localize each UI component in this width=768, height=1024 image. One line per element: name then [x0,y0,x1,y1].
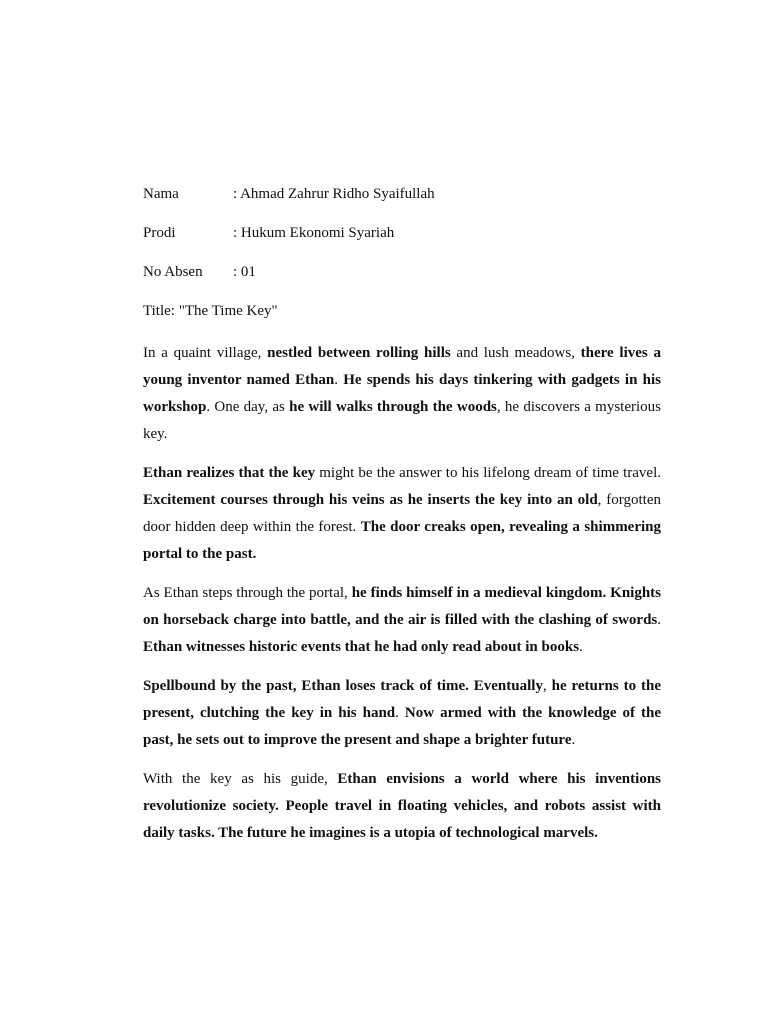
bold-text-run: he finds himself in a medieval kingdom. Knights on horseback charge into battle, and the air is filled with the clashing of swords [143,585,661,628]
story-paragraph [143,766,661,847]
bold-text-run: there lives a young inventor named Ethan [143,345,661,388]
document-page [143,184,661,859]
info-value: : 01 [233,264,256,280]
info-label: No Absen [143,264,203,280]
text-run: In a quaint village, [143,345,268,361]
text-run: . [571,732,576,748]
text-run: . [579,639,583,655]
bold-text-run: Now armed with the knowledge of the past, he sets out to improve the present and shape a brighter future [143,705,662,748]
info-row-no-absen [143,262,661,282]
info-row-nama [143,184,661,204]
text-run: . One day, as [206,399,290,415]
bold-text-run: Excitement courses through his veins as he inserts the key into an old [143,492,598,508]
bold-text-run: The door creaks open, revealing a shimmering portal to the past. [143,519,662,562]
text-run: and lush meadows, [450,345,581,361]
info-label: Nama [143,186,179,202]
text-run: As Ethan steps through the portal, [143,585,352,601]
text-run: , he discovers a mysterious key. [143,399,661,442]
story-title: Title: "The Time Key" [143,303,278,319]
text-run: , [542,678,552,694]
text-run: . [395,705,405,721]
text-run: , forgotten door hidden deep within the forest. [143,492,661,535]
story-body [143,340,661,847]
text-run: . [657,612,661,628]
bold-text-run: Ethan realizes that the key [143,465,316,481]
bold-text-run: Ethan envisions a world where his inventions revolutionize society. People travel in floating vehicles, and robots assist with daily tasks. The future he imagines is a utopia of technological marvels. [143,771,661,841]
story-paragraph [143,673,661,754]
info-value: : Hukum Ekonomi Syariah [233,225,395,241]
info-row-prodi [143,223,661,243]
story-paragraph [143,460,661,568]
bold-text-run: he will walks through the woods [289,399,497,415]
info-label: Prodi [143,225,176,241]
info-value: : Ahmad Zahrur Ridho Syaifullah [233,186,435,202]
text-run: . [334,372,344,388]
bold-text-run: nestled between rolling hills [267,345,451,361]
story-paragraph [143,580,661,661]
bold-text-run: Ethan witnesses historic events that he had only read about in books [143,639,580,655]
text-run: might be the answer to his lifelong dream of time travel. [315,465,662,481]
bold-text-run: He spends his days tinkering with gadgets in his workshop [143,372,661,415]
text-run: With the key as his guide, [143,771,338,787]
bold-text-run: Spellbound by the past, Ethan loses track of time. Eventually [143,678,543,694]
story-paragraph [143,340,661,448]
bold-text-run: he returns to the present, clutching the key in his hand [143,678,662,721]
